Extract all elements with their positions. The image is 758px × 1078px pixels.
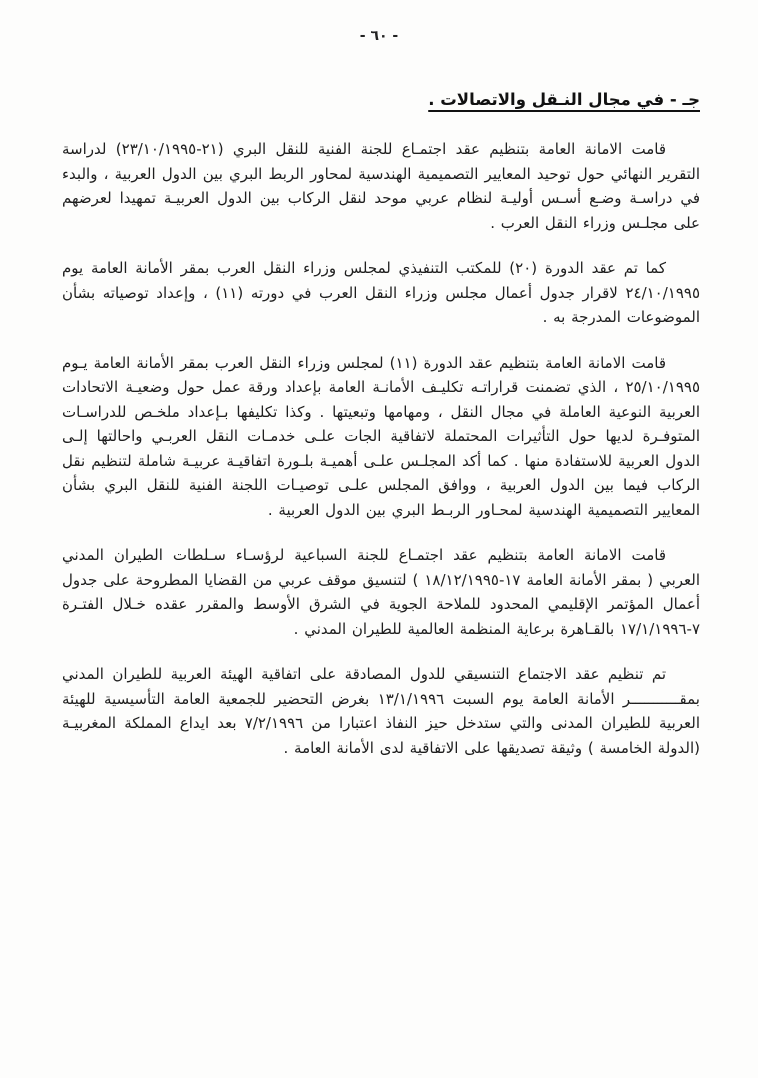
page-number: - ٦٠ - (359, 28, 399, 44)
section-heading: جـ - في مجال النـقل والاتصالات . (428, 90, 700, 109)
paragraph-3: قامت الامانة العامة بتنظيم عقد الدورة (١١) لمجلس وزراء النقل العرب بمقر الأمانة العامة يـوم ٢٥/١٠/١٩٩٥ ، الذي تضمنت قراراتـه تكليـف الأمانـة العامة بإعداد ورقة عمل حول وضعيـة الاتحادات العربية النوعية العاملة في مجال النقل ، ومهامها وتبعيتها . وكذا تكليفها بـإعداد ملخـص للدراسـات المتوفـرة لديها حول التأثيرات المحتملة لاتفاقية الجات علـى خدمـات النقل العربـي واحالتها إلـى الدول العربية للاستفادة منها . كما أكد المجلـس علـى أهميـة بلـورة اتفاقيـة عربيـة شاملة لتنظيم نقل الركاب فيما بين الدول العربية ، ووافق المجلس علـى توصيـات اللجنة الفنية للنقل البري بشأن المعايير التصميمية الهندسية لمحـاور الربـط البري بين الدول العربية . (62, 353, 700, 519)
body-text (62, 137, 700, 760)
paragraph-2: كما تم عقد الدورة (٢٠) للمكتب التنفيذي لمجلس وزراء النقل العرب بمقر الأمانة العامة يوم ٢٤/١٠/١٩٩٥ لاقرار جدول أعمال مجلس وزراء النقل العرب في دورته (١١) ، وإعداد توصياته بشأن الموضوعات المدرجة به . (62, 259, 701, 326)
paragraph-1: قامت الامانة العامة بتنظيم عقد اجتمـاع للجنة الفنية للنقل البري (٢١-٢٣/١٠/١٩٩٥) لدراسة التقرير النهائي حول توحيد المعايير التصميمية الهندسية لمحاور الربط البري بين الدول العربية ، والبدء في دراسـة وضـع أسـس أوليـة لنظام عربي موحد لنقل الركاب بين الدول العربيـة تمهيدا لعرضهم على مجلـس وزراء النقل العرب . (62, 140, 700, 232)
paragraph-4: قامت الامانة العامة بتنظيم عقد اجتمـاع للجنة السباعية لرؤسـاء سـلطات الطيران المدني العربي ( بمقر الأمانة العامة ١٧-١٨/١٢/١٩٩٥ ) لتنسيق موقف عربي من القضايا المطروحة على جدول أعمال المؤتمر الإقليمي المحدود للملاحة الجوية في الشرق الأوسط والمقرر عقده خـلال الفتـرة ٧-١٧/١/١٩٩٦ بالقـاهرة برعاية المنظمة العالمية للطيران المدني . (62, 546, 700, 638)
paragraph-5: تم تنظيم عقد الاجتماع التنسيقي للدول المصادقة على اتفاقية الهيئة العربية للطيران المدني بمقـــــــــــر الأمانة العامة يوم السبت ١٣/١/١٩٩٦ بغرض التحضير للجمعية العامة التأسيسية للهيئة العربية للطيران المدنى والتي ستدخل حيز النفاذ اعتبارا من ٧/٢/١٩٩٦ بعد ايداع المملكة المغربيـة (الدولة الخامسة ) وثيقة تصديقها على الاتفاقية لدى الأمانة العامة . (62, 665, 700, 757)
document-content (0, 44, 758, 760)
